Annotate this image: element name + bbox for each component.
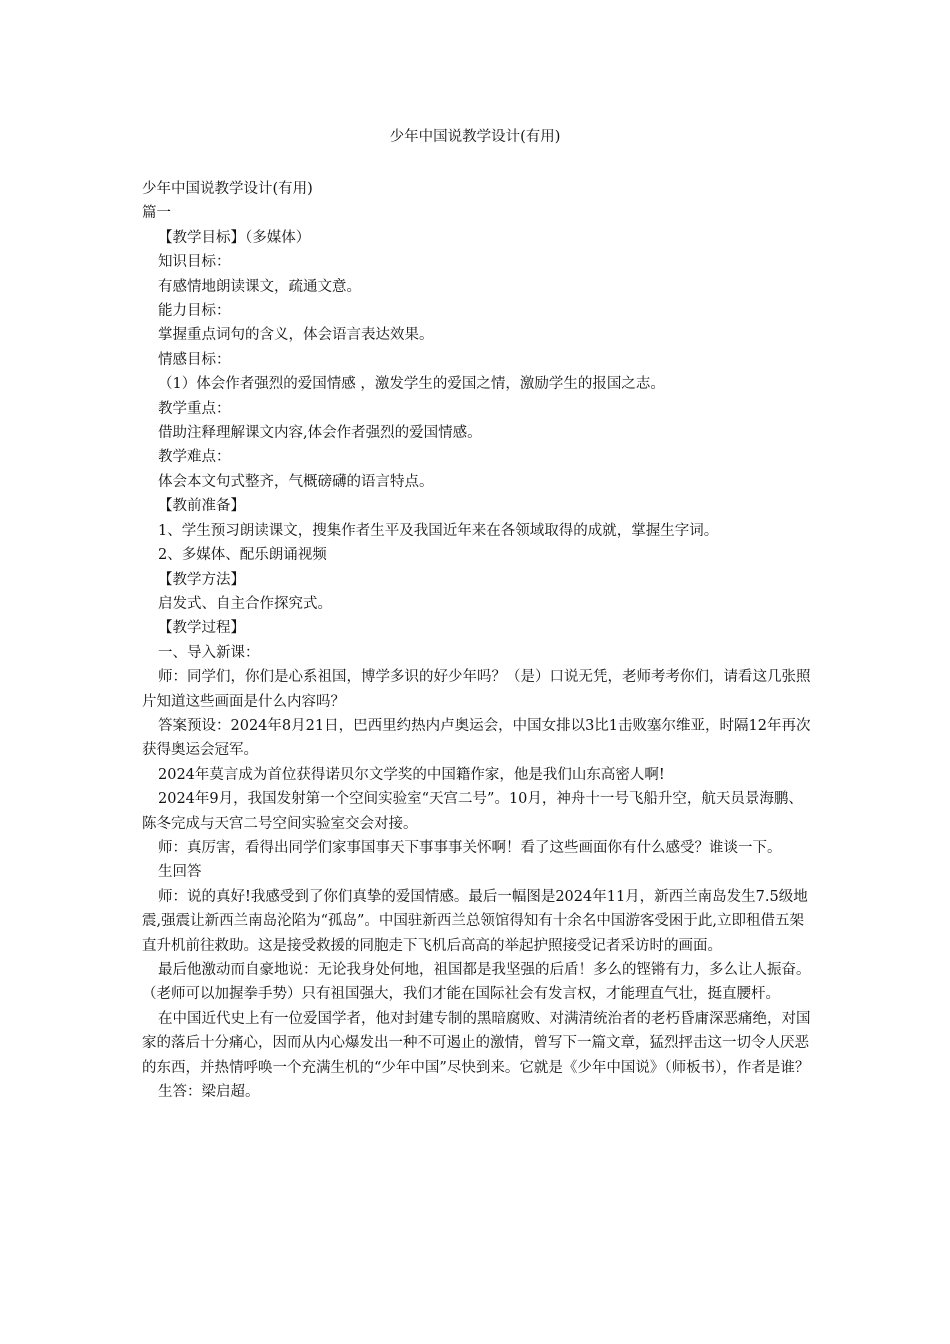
paragraph: 情感目标： (158, 351, 231, 368)
paragraph: 能力目标： (158, 303, 231, 320)
paragraph: 体会本文句式整齐，气概磅礴的语言特点。 (158, 473, 434, 490)
paragraph: 少年中国说教学设计(有用) (142, 181, 313, 197)
document-title: 少年中国说教学设计(有用) (389, 129, 561, 145)
paragraph: 答案预设：2024年8月21日，巴西里约热内卢奥运会，中国女排以3比1击败塞尔维亚，时隔12年再次获得奥运会冠军。 (142, 717, 811, 759)
paragraph: 在中国近代史上有一位爱国学者，他对封建专制的黑暗腐败、对满清统治者的老朽昏庸深恶痛绝，对国家的落后十分痛心，因而从内心爆发出一种不可遏止的激情，曾写下一篇文章，猛烈抨击这一切令人厌恶的东西，并热情呼唤一个充满生机的“少年中国”尽快到来。它就是《少年中国说》（师板书），作者是谁？ (142, 1010, 811, 1076)
paragraph: 师：说的真好!我感受到了你们真挚的爱国情感。最后一幅图是2024年11月，新西兰南岛发生7.5级地震,强震让新西兰南岛沦陷为“孤岛”。中国驻新西兰总领馆得知有十余名中国游客受困于此,立即租借五架直升机前往救助。这是接受救援的同胞走下飞机后高高的举起护照接受记者采访时的画面。 (142, 888, 808, 954)
section-heading: 【教前准备】 (158, 498, 245, 515)
paragraph: 最后他激动而自豪地说：无论我身处何地，祖国都是我坚强的后盾！多么的铿锵有力，多么让人振奋。（老师可以加握拳手势）只有祖国强大，我们才能在国际社会有发言权，才能理直气壮，挺直腰杆。 (142, 962, 811, 1003)
paragraph: 知识目标： (158, 254, 231, 271)
paragraph: 教学重点： (158, 400, 231, 417)
paragraph: 生回答 (158, 864, 202, 881)
paragraph: 一、导入新课： (158, 644, 260, 661)
paragraph: 教学难点： (158, 449, 231, 466)
paragraph: 有感情地朗读课文，疏通文意。 (158, 278, 361, 295)
document-body (142, 177, 814, 1104)
paragraph: 启发式、自主合作探究式。 (158, 595, 332, 612)
paragraph: 2024年9月，我国发射第一个空间实验室“天宫二号”。10月，神舟十一号飞船升空，航天员景海鹏、陈冬完成与天宫二号空间实验室交会对接。 (142, 791, 803, 832)
section-heading: 【教学目标】（多媒体） (158, 229, 311, 246)
paragraph: 篇一 (142, 205, 171, 222)
paragraph: 生答：梁启超。 (158, 1084, 260, 1101)
paragraph: 2024年莫言成为首位获得诺贝尔文学奖的中国籍作家，他是我们山东高密人啊! (158, 766, 665, 783)
paragraph: 师：同学们，你们是心系祖国，博学多识的好少年吗？（是）口说无凭，老师考考你们，请看这几张照片知道这些画面是什么内容吗？ (142, 669, 811, 710)
section-heading: 【教学方法】 (158, 571, 245, 588)
paragraph: （1）体会作者强烈的爱国情感 ，激发学生的爱国之情，激励学生的报国之志。 (158, 376, 665, 393)
paragraph: 2、多媒体、配乐朗诵视频 (158, 547, 327, 564)
paragraph: 掌握重点词句的含义，体会语言表达效果。 (158, 327, 434, 344)
section-heading: 【教学过程】 (158, 620, 245, 637)
paragraph: 1、学生预习朗读课文，搜集作者生平及我国近年来在各领域取得的成就，掌握生字词。 (158, 522, 719, 539)
paragraph: 借助注释理解课文内容,体会作者强烈的爱国情感。 (158, 425, 482, 442)
paragraph: 师：真厉害，看得出同学们家事国事天下事事事关怀啊！看了这些画面你有什么感受？谁谈一下。 (158, 839, 782, 856)
